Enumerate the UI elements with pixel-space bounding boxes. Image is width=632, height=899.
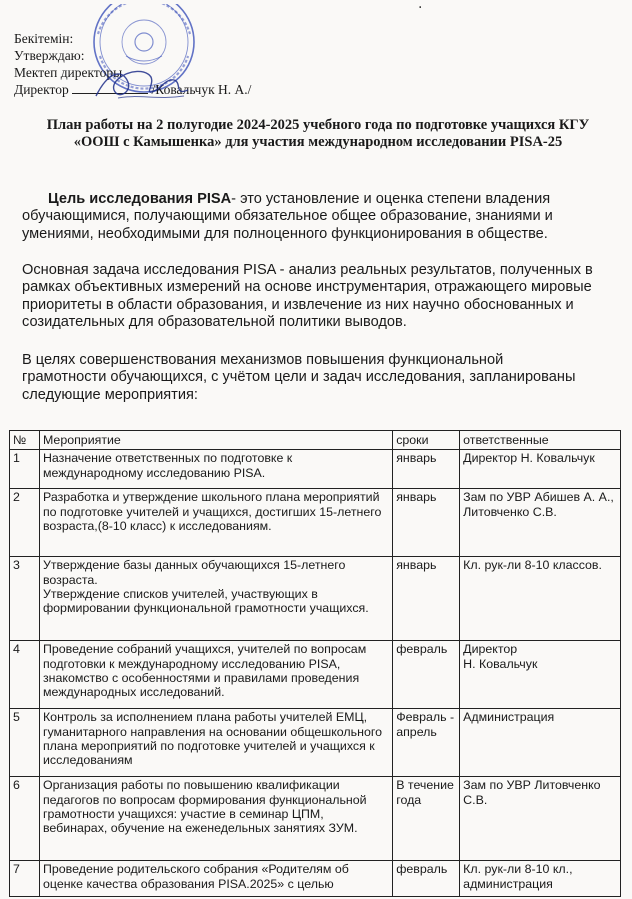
col-header-term: сроки: [393, 431, 460, 450]
approval-position: Мектеп директоры: [14, 65, 123, 80]
plan-table: [9, 430, 621, 897]
intro-paragraph: В целях совершенствования механизмов повышения функциональной грамотности обучающихся, с учётом цели и задач исследования, запланированы следующие мероприятия:: [22, 352, 576, 403]
row-term: февраль: [393, 861, 460, 897]
row-event: Контроль за исполнением плана работы учителей ЕМЦ, гуманитарного направления на основании общешкольного плана мероприятий по подготовке учителей и учащихся к исследованиям: [39, 709, 392, 777]
row-event: Разработка и утверждение школьного плана мероприятий по подготовке учителей и учащихся, достигших 15-летнего возраста,(8-10 класс) к исследованиям.: [39, 489, 392, 557]
row-number: 5: [10, 709, 40, 777]
table-row: [10, 489, 621, 557]
row-term: Февраль - апрель: [393, 709, 460, 777]
row-responsible: Зам по УВР Литовченко С.В.: [460, 777, 621, 861]
table-row: [10, 861, 621, 897]
row-term: февраль: [393, 641, 460, 709]
goal-paragraph: [22, 191, 622, 243]
row-number: 3: [10, 557, 40, 641]
row-responsible: Зам по УВР Абишев А. А., Литовченко С.В.: [460, 489, 621, 557]
row-term: январь: [393, 489, 460, 557]
table-row: [10, 777, 621, 861]
row-responsible: Директор Н. Ковальчук: [460, 450, 621, 489]
director-name: /Ковальчук Н. А./: [151, 82, 252, 97]
table-row: [10, 641, 621, 709]
goal-label: Цель исследования PISA: [48, 191, 232, 207]
row-event: Организация работы по повышению квалификации педагогов по вопросам формирования функциональной грамотности учащихся: участие в семинар ЦПМ, вебинарах, обучение на еженедельных занятиях ЗУМ.: [39, 777, 392, 861]
approval-line-kz: Бекітемін:: [14, 31, 74, 46]
row-number: 1: [10, 450, 40, 489]
row-responsible: Администрация: [460, 709, 621, 777]
director-signature: [88, 60, 198, 110]
task-paragraph: Основная задача исследования PISA - анализ реальных результатов, полученных в рамках объективных измерений на основе инструментария, отражающего мировые приоритеты в области образования, и извлечение из них научно обоснованных и созидательных для образовательной политики выводов.: [22, 262, 593, 330]
row-responsible: Кл. рук-ли 8-10 классов.: [460, 557, 621, 641]
table-header-row: [10, 431, 621, 450]
col-header-responsible: ответственные: [460, 431, 621, 450]
table-row: [10, 557, 621, 641]
row-term: январь: [393, 557, 460, 641]
row-term: январь: [393, 450, 460, 489]
corner-mark: ·: [418, 0, 423, 16]
table-row: [10, 709, 621, 777]
row-event: Проведение родительского собрания «Родителям об оценке качества образования PISA.2025» с целью: [39, 861, 392, 897]
row-event: Утверждение базы данных обучающихся 15-летнего возраста. Утверждение списков учителей, участвующих в формировании функциональной грамотности учащихся.: [39, 557, 392, 641]
row-number: 7: [10, 861, 40, 897]
col-header-event: Мероприятие: [39, 431, 392, 450]
row-responsible: Кл. рук-ли 8-10 кл., администрация: [460, 861, 621, 897]
row-number: 6: [10, 777, 40, 861]
col-header-number: №: [10, 431, 40, 450]
document-title: План работы на 2 полугодие 2024-2025 учебного года по подготовке учащихся КГУ «ООШ с Камышенка» для участия международном исследовании PISA-25: [46, 117, 590, 150]
director-label: Директор: [14, 82, 69, 97]
table-row: [10, 450, 621, 489]
row-term: В течение года: [393, 777, 460, 861]
row-number: 4: [10, 641, 40, 709]
row-responsible: Директор Н. Ковальчук: [460, 641, 621, 709]
goal-text: - это установление и оценка степени владения обучающимися, получающими обязательное общее образование, знаниями и умениями, необходимыми для полноценного функционирования в обществе.: [22, 191, 553, 242]
row-event: Проведение собраний учащихся, учителей по вопросам подготовки к международному исследованию PISA, знакомство с особенностями и правилами проведения международных исследований.: [39, 641, 392, 709]
row-event: Назначение ответственных по подготовке к международному исследованию PISA.: [39, 450, 392, 489]
approval-line-ru: Утверждаю:: [14, 48, 85, 63]
row-number: 2: [10, 489, 40, 557]
